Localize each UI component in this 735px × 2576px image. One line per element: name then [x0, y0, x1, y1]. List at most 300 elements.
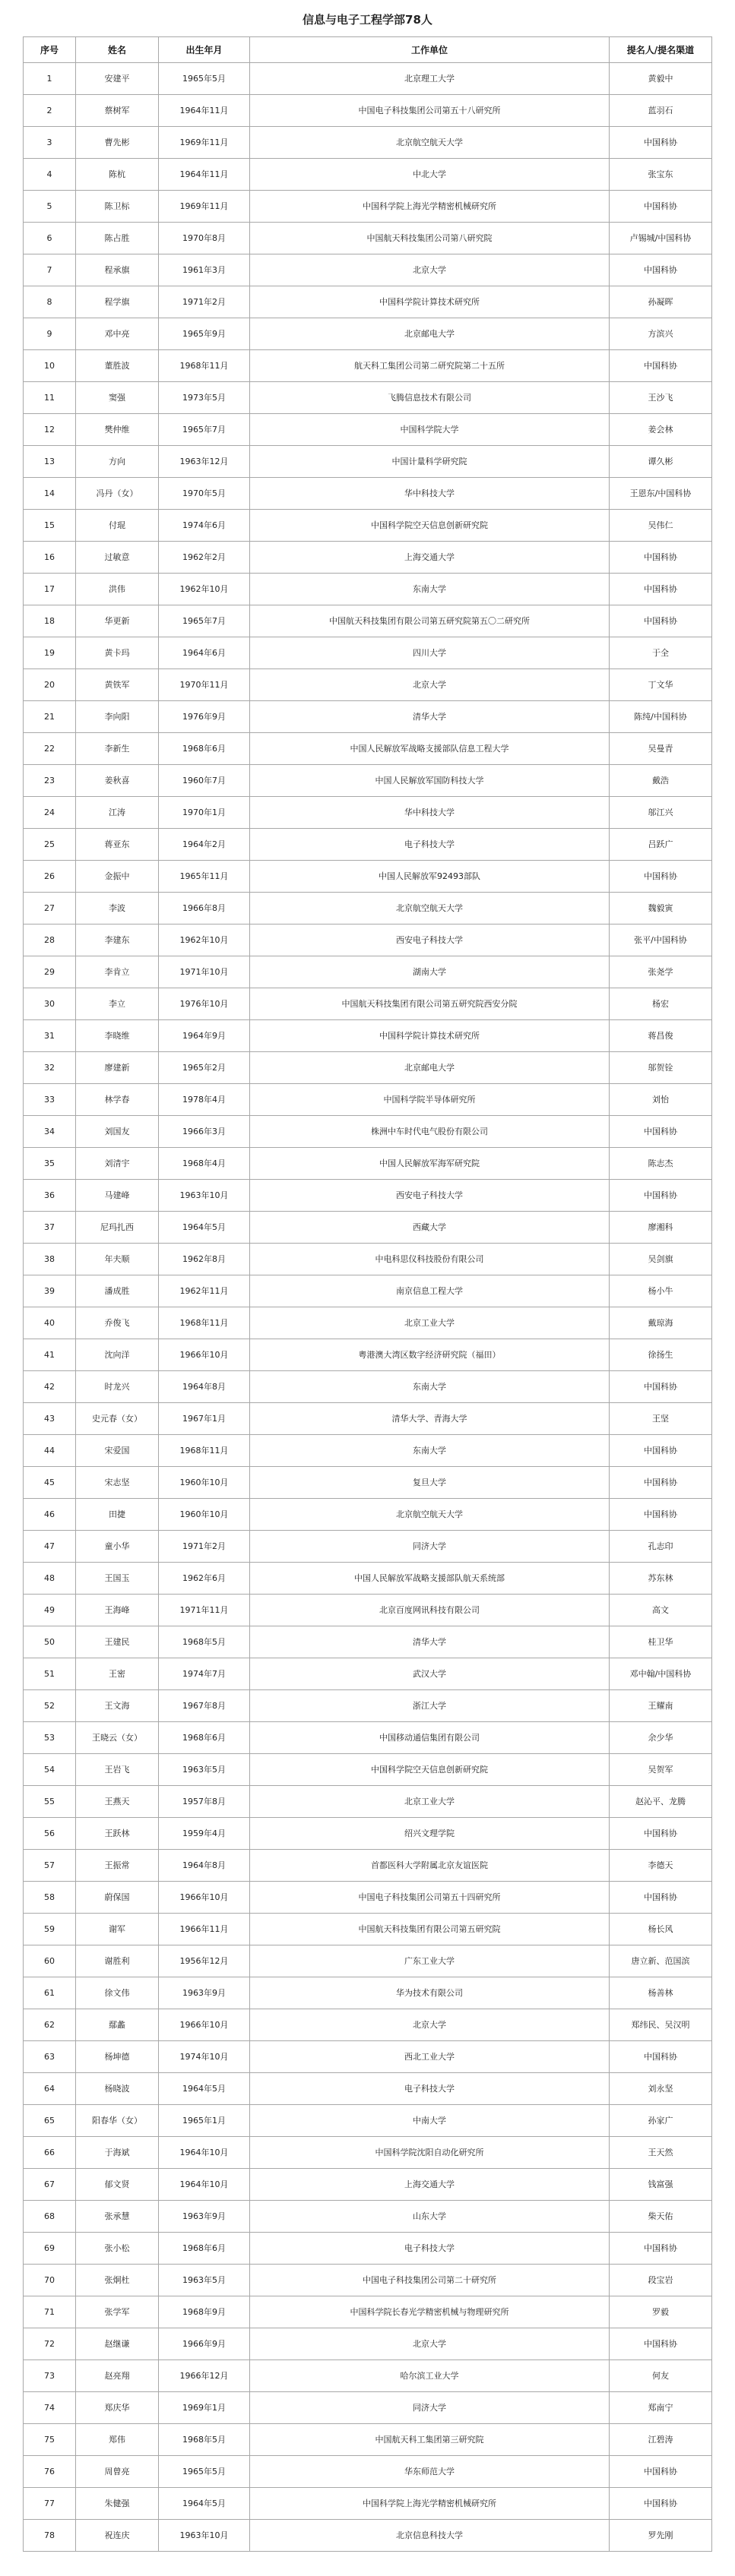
table-row [24, 382, 712, 414]
cell-name: 安建平 [76, 63, 159, 95]
cell-name: 过敏意 [76, 542, 159, 574]
table-header-row [24, 37, 712, 63]
table-row [24, 2009, 712, 2041]
cell-nominator: 王恩东/中国科协 [610, 478, 712, 510]
roster-table [23, 36, 712, 2552]
cell-nominator: 中国科协 [610, 350, 712, 382]
cell-index: 71 [24, 2296, 76, 2328]
cell-nominator: 徐扬生 [610, 1339, 712, 1371]
cell-birth-date: 1964年10月 [159, 2169, 250, 2201]
cell-work-unit: 中国移动通信集团有限公司 [250, 1722, 610, 1754]
table-row [24, 1754, 712, 1786]
cell-work-unit: 上海交通大学 [250, 542, 610, 574]
cell-work-unit: 中国电子科技集团公司第二十研究所 [250, 2265, 610, 2296]
table-row [24, 1786, 712, 1818]
table-row [24, 765, 712, 797]
cell-nominator: 中国科协 [610, 2488, 712, 2520]
cell-birth-date: 1968年4月 [159, 1148, 250, 1180]
cell-work-unit: 粤港澳大湾区数字经济研究院（福田） [250, 1339, 610, 1371]
cell-name: 马建峰 [76, 1180, 159, 1212]
cell-work-unit: 北京大学 [250, 669, 610, 701]
table-row [24, 605, 712, 637]
cell-birth-date: 1963年9月 [159, 1977, 250, 2009]
cell-index: 70 [24, 2265, 76, 2296]
table-row [24, 637, 712, 669]
cell-work-unit: 清华大学 [250, 701, 610, 733]
table-row [24, 988, 712, 1020]
table-row [24, 2456, 712, 2488]
cell-nominator: 蒋昌俊 [610, 1020, 712, 1052]
table-row [24, 2392, 712, 2424]
table-row [24, 254, 712, 286]
cell-nominator: 柴天佑 [610, 2201, 712, 2233]
cell-nominator: 王坚 [610, 1403, 712, 1435]
cell-work-unit: 中北大学 [250, 159, 610, 191]
cell-name: 祝连庆 [76, 2520, 159, 2552]
cell-birth-date: 1971年11月 [159, 1595, 250, 1626]
cell-birth-date: 1974年10月 [159, 2041, 250, 2073]
cell-index: 41 [24, 1339, 76, 1371]
cell-name: 蒋亚东 [76, 829, 159, 861]
cell-birth-date: 1968年11月 [159, 1307, 250, 1339]
cell-index: 47 [24, 1531, 76, 1563]
cell-nominator: 中国科协 [610, 2328, 712, 2360]
cell-name: 王燕天 [76, 1786, 159, 1818]
cell-birth-date: 1968年6月 [159, 1722, 250, 1754]
table-row [24, 95, 712, 127]
cell-birth-date: 1964年6月 [159, 637, 250, 669]
cell-birth-date: 1970年5月 [159, 478, 250, 510]
table-row [24, 1595, 712, 1626]
cell-work-unit: 中国科学院沈阳自动化研究所 [250, 2137, 610, 2169]
cell-nominator: 邬江兴 [610, 797, 712, 829]
cell-index: 61 [24, 1977, 76, 2009]
cell-index: 5 [24, 191, 76, 223]
cell-index: 65 [24, 2105, 76, 2137]
table-row [24, 1244, 712, 1275]
cell-nominator: 中国科协 [610, 191, 712, 223]
cell-name: 金振中 [76, 861, 159, 893]
cell-name: 王岩飞 [76, 1754, 159, 1786]
cell-name: 廖建新 [76, 1052, 159, 1084]
cell-nominator: 中国科协 [610, 1882, 712, 1914]
cell-birth-date: 1970年11月 [159, 669, 250, 701]
cell-name: 窦强 [76, 382, 159, 414]
cell-name: 童小华 [76, 1531, 159, 1563]
cell-work-unit: 中国人民解放军国防科技大学 [250, 765, 610, 797]
cell-nominator: 杨小牛 [610, 1275, 712, 1307]
cell-nominator: 廖湘科 [610, 1212, 712, 1244]
cell-nominator: 郑南宁 [610, 2392, 712, 2424]
cell-index: 15 [24, 510, 76, 542]
cell-work-unit: 北京工业大学 [250, 1786, 610, 1818]
cell-name: 沈向洋 [76, 1339, 159, 1371]
cell-birth-date: 1965年5月 [159, 2456, 250, 2488]
cell-work-unit: 华中科技大学 [250, 797, 610, 829]
cell-name: 张炯杜 [76, 2265, 159, 2296]
cell-index: 14 [24, 478, 76, 510]
table-row [24, 861, 712, 893]
table-row [24, 286, 712, 318]
cell-nominator: 杨善林 [610, 1977, 712, 2009]
cell-name: 刘国友 [76, 1116, 159, 1148]
table-row [24, 1020, 712, 1052]
cell-name: 李建东 [76, 925, 159, 956]
cell-nominator: 姜会林 [610, 414, 712, 446]
table-row [24, 2296, 712, 2328]
cell-index: 8 [24, 286, 76, 318]
table-row [24, 1499, 712, 1531]
cell-name: 樊仲维 [76, 414, 159, 446]
cell-birth-date: 1964年9月 [159, 1020, 250, 1052]
cell-work-unit: 北京大学 [250, 2009, 610, 2041]
cell-index: 19 [24, 637, 76, 669]
table-row [24, 414, 712, 446]
cell-birth-date: 1976年9月 [159, 701, 250, 733]
cell-name: 尼玛扎西 [76, 1212, 159, 1244]
table-row [24, 1945, 712, 1977]
cell-nominator: 戴琼海 [610, 1307, 712, 1339]
cell-birth-date: 1965年7月 [159, 605, 250, 637]
table-row [24, 542, 712, 574]
cell-birth-date: 1962年10月 [159, 574, 250, 605]
cell-work-unit: 华为技术有限公司 [250, 1977, 610, 2009]
cell-work-unit: 北京工业大学 [250, 1307, 610, 1339]
cell-work-unit: 首都医科大学附属北京友谊医院 [250, 1850, 610, 1882]
cell-birth-date: 1966年10月 [159, 2009, 250, 2041]
cell-name: 于海斌 [76, 2137, 159, 2169]
cell-birth-date: 1970年8月 [159, 223, 250, 254]
cell-index: 10 [24, 350, 76, 382]
cell-birth-date: 1965年2月 [159, 1052, 250, 1084]
table-row [24, 1882, 712, 1914]
cell-index: 36 [24, 1180, 76, 1212]
cell-name: 鄢蠡 [76, 2009, 159, 2041]
table-row [24, 159, 712, 191]
document-title: 信息与电子工程学部78人 [303, 13, 432, 27]
cell-nominator: 何友 [610, 2360, 712, 2392]
table-row [24, 1977, 712, 2009]
cell-name: 王文海 [76, 1690, 159, 1722]
table-row [24, 318, 712, 350]
cell-name: 乔俊飞 [76, 1307, 159, 1339]
cell-work-unit: 中国航天科技集团有限公司第五研究院西安分院 [250, 988, 610, 1020]
cell-birth-date: 1966年12月 [159, 2360, 250, 2392]
cell-index: 29 [24, 956, 76, 988]
table-row [24, 1722, 712, 1754]
cell-birth-date: 1963年9月 [159, 2201, 250, 2233]
cell-nominator: 陈纯/中国科协 [610, 701, 712, 733]
cell-work-unit: 北京航空航天大学 [250, 893, 610, 925]
cell-nominator: 方滨兴 [610, 318, 712, 350]
cell-name: 陈卫标 [76, 191, 159, 223]
table-row [24, 1914, 712, 1945]
cell-work-unit: 电子科技大学 [250, 2233, 610, 2265]
cell-index: 63 [24, 2041, 76, 2073]
cell-birth-date: 1964年8月 [159, 1850, 250, 1882]
cell-nominator: 吴伟仁 [610, 510, 712, 542]
cell-nominator: 中国科协 [610, 127, 712, 159]
cell-work-unit: 航天科工集团公司第二研究院第二十五所 [250, 350, 610, 382]
cell-nominator: 罗毅 [610, 2296, 712, 2328]
cell-birth-date: 1957年8月 [159, 1786, 250, 1818]
cell-birth-date: 1968年11月 [159, 350, 250, 382]
cell-work-unit: 北京邮电大学 [250, 318, 610, 350]
cell-birth-date: 1963年10月 [159, 2520, 250, 2552]
cell-index: 55 [24, 1786, 76, 1818]
cell-birth-date: 1962年8月 [159, 1244, 250, 1275]
cell-nominator: 王耀南 [610, 1690, 712, 1722]
cell-name: 宋爱国 [76, 1435, 159, 1467]
cell-nominator: 中国科协 [610, 1116, 712, 1148]
cell-work-unit: 电子科技大学 [250, 2073, 610, 2105]
cell-index: 26 [24, 861, 76, 893]
cell-index: 45 [24, 1467, 76, 1499]
cell-birth-date: 1964年10月 [159, 2137, 250, 2169]
cell-index: 30 [24, 988, 76, 1020]
cell-index: 75 [24, 2424, 76, 2456]
cell-nominator: 蓝羽石 [610, 95, 712, 127]
cell-birth-date: 1969年1月 [159, 2392, 250, 2424]
cell-index: 9 [24, 318, 76, 350]
table-row [24, 1084, 712, 1116]
cell-work-unit: 中国科学院长春光学精密机械与物理研究所 [250, 2296, 610, 2328]
cell-index: 50 [24, 1626, 76, 1658]
cell-birth-date: 1974年6月 [159, 510, 250, 542]
cell-nominator: 中国科协 [610, 542, 712, 574]
cell-name: 谢军 [76, 1914, 159, 1945]
cell-work-unit: 上海交通大学 [250, 2169, 610, 2201]
cell-name: 李波 [76, 893, 159, 925]
cell-name: 黄铁军 [76, 669, 159, 701]
cell-nominator: 钱富强 [610, 2169, 712, 2201]
cell-index: 23 [24, 765, 76, 797]
table-row [24, 1467, 712, 1499]
cell-nominator: 丁文华 [610, 669, 712, 701]
cell-name: 王振常 [76, 1850, 159, 1882]
cell-name: 杨坤德 [76, 2041, 159, 2073]
cell-index: 6 [24, 223, 76, 254]
cell-work-unit: 中国电子科技集团公司第五十四研究所 [250, 1882, 610, 1914]
cell-nominator: 中国科协 [610, 605, 712, 637]
cell-index: 21 [24, 701, 76, 733]
table-row [24, 510, 712, 542]
cell-work-unit: 中国人民解放军海军研究院 [250, 1148, 610, 1180]
cell-birth-date: 1963年10月 [159, 1180, 250, 1212]
cell-name: 潘成胜 [76, 1275, 159, 1307]
cell-work-unit: 飞腾信息技术有限公司 [250, 382, 610, 414]
cell-name: 曹先彬 [76, 127, 159, 159]
cell-birth-date: 1964年11月 [159, 159, 250, 191]
cell-birth-date: 1956年12月 [159, 1945, 250, 1977]
cell-name: 蔡树军 [76, 95, 159, 127]
cell-index: 42 [24, 1371, 76, 1403]
cell-nominator: 李德天 [610, 1850, 712, 1882]
cell-name: 宋志坚 [76, 1467, 159, 1499]
cell-birth-date: 1966年8月 [159, 893, 250, 925]
cell-work-unit: 株洲中车时代电气股份有限公司 [250, 1116, 610, 1148]
cell-index: 72 [24, 2328, 76, 2360]
cell-index: 73 [24, 2360, 76, 2392]
cell-work-unit: 东南大学 [250, 1371, 610, 1403]
table-row [24, 2105, 712, 2137]
cell-index: 60 [24, 1945, 76, 1977]
table-row [24, 829, 712, 861]
cell-name: 程承旗 [76, 254, 159, 286]
cell-name: 董胜波 [76, 350, 159, 382]
cell-nominator: 吴剑旗 [610, 1244, 712, 1275]
cell-birth-date: 1962年2月 [159, 542, 250, 574]
cell-name: 张学军 [76, 2296, 159, 2328]
cell-work-unit: 武汉大学 [250, 1658, 610, 1690]
cell-index: 51 [24, 1658, 76, 1690]
table-row [24, 127, 712, 159]
cell-index: 16 [24, 542, 76, 574]
cell-index: 22 [24, 733, 76, 765]
table-row [24, 446, 712, 478]
cell-name: 李新生 [76, 733, 159, 765]
cell-nominator: 杨宏 [610, 988, 712, 1020]
cell-work-unit: 华中科技大学 [250, 478, 610, 510]
cell-index: 44 [24, 1435, 76, 1467]
cell-index: 34 [24, 1116, 76, 1148]
cell-name: 方向 [76, 446, 159, 478]
cell-index: 33 [24, 1084, 76, 1116]
table-row [24, 350, 712, 382]
cell-nominator: 谭久彬 [610, 446, 712, 478]
cell-nominator: 于全 [610, 637, 712, 669]
cell-work-unit: 广东工业大学 [250, 1945, 610, 1977]
table-row [24, 191, 712, 223]
cell-work-unit: 华东师范大学 [250, 2456, 610, 2488]
table-row [24, 574, 712, 605]
cell-index: 69 [24, 2233, 76, 2265]
cell-birth-date: 1960年10月 [159, 1499, 250, 1531]
cell-birth-date: 1963年5月 [159, 1754, 250, 1786]
cell-work-unit: 中国科学院空天信息创新研究院 [250, 1754, 610, 1786]
cell-index: 57 [24, 1850, 76, 1882]
cell-work-unit: 中国航天科技集团有限公司第五研究院第五〇二研究所 [250, 605, 610, 637]
cell-index: 52 [24, 1690, 76, 1722]
cell-work-unit: 浙江大学 [250, 1690, 610, 1722]
cell-index: 49 [24, 1595, 76, 1626]
cell-nominator: 中国科协 [610, 574, 712, 605]
cell-index: 12 [24, 414, 76, 446]
cell-name: 冯丹（女） [76, 478, 159, 510]
table-row [24, 893, 712, 925]
cell-work-unit: 中国航天科技集团公司第八研究院 [250, 223, 610, 254]
cell-nominator: 高文 [610, 1595, 712, 1626]
cell-name: 郑伟 [76, 2424, 159, 2456]
header-birth-date: 出生年月 [159, 37, 250, 63]
cell-index: 77 [24, 2488, 76, 2520]
cell-birth-date: 1974年7月 [159, 1658, 250, 1690]
cell-name: 陈杭 [76, 159, 159, 191]
table-row [24, 1818, 712, 1850]
cell-index: 56 [24, 1818, 76, 1850]
table-row [24, 1435, 712, 1467]
cell-name: 程学旗 [76, 286, 159, 318]
cell-name: 李肯立 [76, 956, 159, 988]
cell-work-unit: 复旦大学 [250, 1467, 610, 1499]
table-row [24, 1658, 712, 1690]
cell-birth-date: 1959年4月 [159, 1818, 250, 1850]
cell-work-unit: 清华大学、青海大学 [250, 1403, 610, 1435]
cell-birth-date: 1965年11月 [159, 861, 250, 893]
cell-name: 林学春 [76, 1084, 159, 1116]
cell-index: 46 [24, 1499, 76, 1531]
cell-nominator: 卢锡城/中国科协 [610, 223, 712, 254]
cell-birth-date: 1965年9月 [159, 318, 250, 350]
table-row [24, 797, 712, 829]
cell-work-unit: 清华大学 [250, 1626, 610, 1658]
cell-index: 43 [24, 1403, 76, 1435]
table-row [24, 1275, 712, 1307]
table-row [24, 1531, 712, 1563]
cell-index: 68 [24, 2201, 76, 2233]
cell-name: 赵亮翔 [76, 2360, 159, 2392]
cell-birth-date: 1968年9月 [159, 2296, 250, 2328]
cell-index: 62 [24, 2009, 76, 2041]
cell-work-unit: 中国科学院上海光学精密机械研究所 [250, 191, 610, 223]
cell-birth-date: 1965年1月 [159, 2105, 250, 2137]
table-row [24, 669, 712, 701]
table-row [24, 1052, 712, 1084]
cell-nominator: 邓中翰/中国科协 [610, 1658, 712, 1690]
cell-index: 3 [24, 127, 76, 159]
cell-birth-date: 1966年10月 [159, 1339, 250, 1371]
cell-nominator: 刘怡 [610, 1084, 712, 1116]
cell-nominator: 张平/中国科协 [610, 925, 712, 956]
cell-work-unit: 西安电子科技大学 [250, 1180, 610, 1212]
cell-work-unit: 北京大学 [250, 2328, 610, 2360]
cell-birth-date: 1962年11月 [159, 1275, 250, 1307]
table-row [24, 1212, 712, 1244]
table-row [24, 956, 712, 988]
table-row [24, 478, 712, 510]
cell-nominator: 中国科协 [610, 254, 712, 286]
cell-work-unit: 中国科学院半导体研究所 [250, 1084, 610, 1116]
table-row [24, 223, 712, 254]
cell-work-unit: 中国人民解放军92493部队 [250, 861, 610, 893]
cell-work-unit: 北京邮电大学 [250, 1052, 610, 1084]
cell-work-unit: 北京航空航天大学 [250, 127, 610, 159]
cell-nominator: 江碧涛 [610, 2424, 712, 2456]
cell-index: 58 [24, 1882, 76, 1914]
cell-birth-date: 1960年7月 [159, 765, 250, 797]
table-row [24, 1180, 712, 1212]
cell-birth-date: 1965年5月 [159, 63, 250, 95]
cell-nominator: 郑纬民、吴汉明 [610, 2009, 712, 2041]
cell-name: 年夫顺 [76, 1244, 159, 1275]
cell-nominator: 王天然 [610, 2137, 712, 2169]
cell-name: 杨晓波 [76, 2073, 159, 2105]
cell-name: 史元春（女） [76, 1403, 159, 1435]
cell-nominator: 余少华 [610, 1722, 712, 1754]
cell-index: 31 [24, 1020, 76, 1052]
cell-index: 18 [24, 605, 76, 637]
cell-name: 田捷 [76, 1499, 159, 1531]
table-row [24, 2041, 712, 2073]
cell-work-unit: 哈尔滨工业大学 [250, 2360, 610, 2392]
cell-nominator: 唐立新、范国滨 [610, 1945, 712, 1977]
cell-index: 66 [24, 2137, 76, 2169]
cell-work-unit: 中国电子科技集团公司第五十八研究所 [250, 95, 610, 127]
cell-nominator: 王沙飞 [610, 382, 712, 414]
cell-name: 王建民 [76, 1626, 159, 1658]
cell-nominator: 陈志杰 [610, 1148, 712, 1180]
cell-index: 39 [24, 1275, 76, 1307]
